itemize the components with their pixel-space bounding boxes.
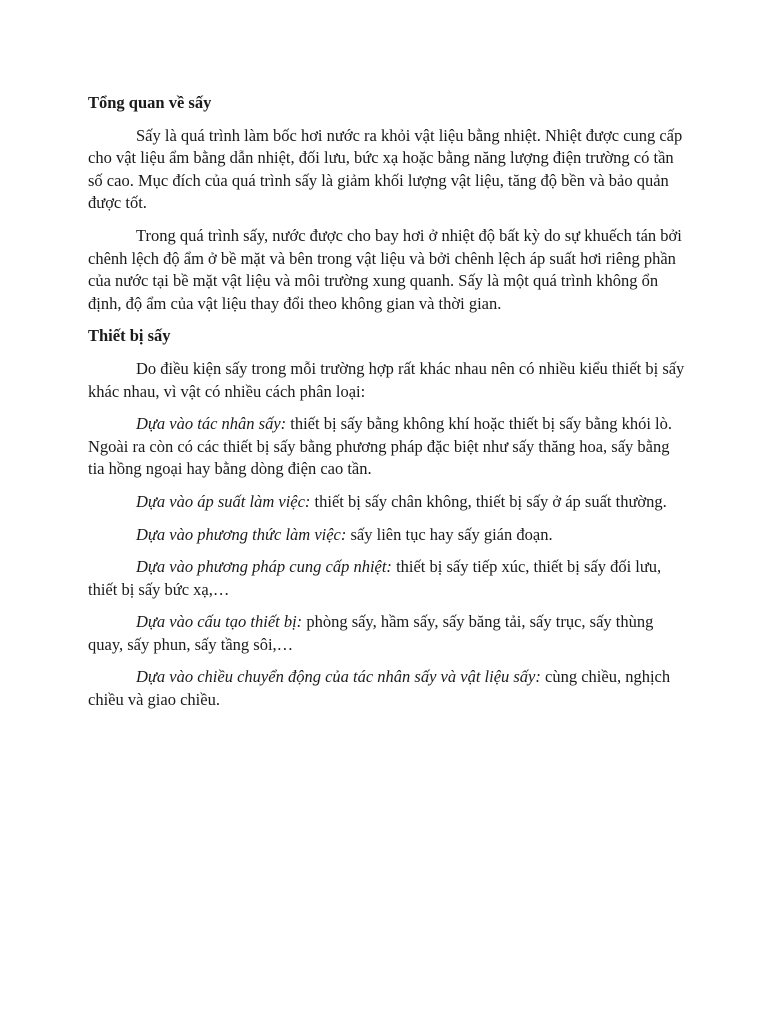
classification-description: thiết bị sấy chân không, thiết bị sấy ở áp suất thường. — [310, 491, 667, 511]
section-heading-equipment: Thiết bị sấy — [88, 326, 171, 346]
classification-item — [88, 556, 688, 601]
classification-criterion: Dựa vào phương thức làm việc: — [136, 524, 347, 544]
classification-description: thiết bị sấy bằng không khí hoặc thiết bị sấy bằng khói lò. Ngoài ra còn có các thiết bị sấy bằng phương pháp đặc biệt như sấy thăng hoa, sấy bằng tia hồng ngoại hay bằng dòng điện cao tần. — [88, 414, 672, 479]
classification-description: cùng chiều, nghịch chiều và giao chiều. — [88, 667, 671, 710]
document-page — [88, 92, 688, 722]
classification-description: thiết bị sấy tiếp xúc, thiết bị sấy đối lưu, thiết bị sấy bức xạ,… — [88, 557, 662, 599]
classification-description: sấy liên tục hay sấy gián đoạn. — [346, 524, 553, 544]
classification-criterion: Dựa vào chiều chuyển động của tác nhân sấy và vật liệu sấy: — [136, 667, 541, 687]
paragraph-definition: Sấy là quá trình làm bốc hơi nước ra khỏi vật liệu bằng nhiệt. Nhiệt được cung cấp cho vật liệu ẩm bằng dẫn nhiệt, đối lưu, bức xạ hoặc bằng năng lượng điện trường có tần số cao. Mục đích của quá trình sấy là giảm khối lượng vật liệu, tăng độ bền và bảo quản được tốt. — [88, 125, 683, 213]
classification-criterion: Dựa vào tác nhân sấy: — [136, 414, 287, 434]
paragraph-equipment-intro: Do điều kiện sấy trong mỗi trường hợp rất khác nhau nên có nhiều kiểu thiết bị sấy khác nhau, vì vật có nhiều cách phân loại: — [88, 358, 685, 401]
classification-criterion: Dựa vào áp suất làm việc: — [136, 491, 311, 511]
classification-item — [88, 413, 688, 481]
classification-description: phòng sấy, hầm sấy, sấy băng tải, sấy trục, sấy thùng quay, sấy phun, sấy tầng sôi,… — [88, 612, 654, 654]
classification-item — [88, 491, 688, 514]
classification-criterion: Dựa vào phương pháp cung cấp nhiệt: — [136, 557, 392, 577]
section-heading-overview: Tổng quan về sấy — [88, 93, 212, 112]
classification-criterion: Dựa vào cấu tạo thiết bị: — [136, 612, 303, 632]
classification-item — [88, 666, 688, 711]
classification-item — [88, 611, 688, 656]
paragraph-process: Trong quá trình sấy, nước được cho bay hơi ở nhiệt độ bất kỳ do sự khuếch tán bởi chênh lệch độ ẩm ở bề mặt và bên trong vật liệu và bởi chênh lệch áp suất hơi riêng phần của nước tại bề mặt vật liệu và môi trường xung quanh. Sấy là một quá trình không ổn định, độ ẩm của vật liệu thay đổi theo không gian và thời gian. — [88, 225, 682, 313]
classification-item — [88, 524, 688, 547]
